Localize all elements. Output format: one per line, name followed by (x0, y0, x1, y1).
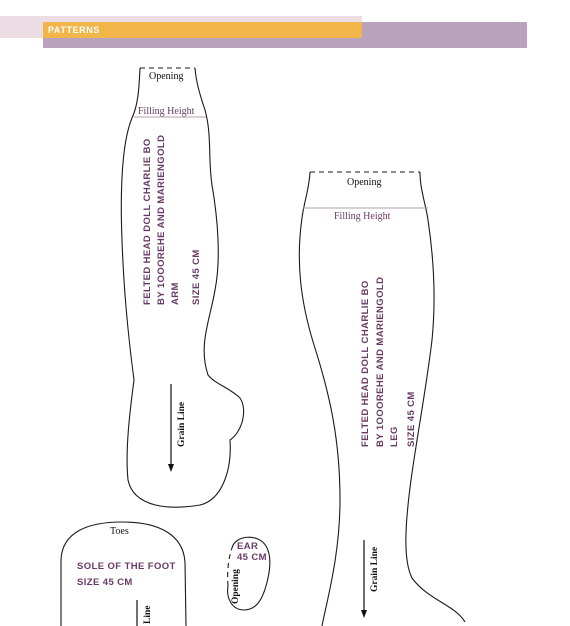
leg-text-line-3: LEG (389, 426, 400, 447)
sole-title: SOLE OF THE FOOT (77, 561, 176, 572)
arm-grain-label: Grain Line (177, 401, 187, 447)
leg-text-line-2: BY 1OOOREHE AND MARIENGOLD (375, 276, 386, 447)
arm-opening-label: Opening (149, 71, 184, 82)
arm-text-line-3: ARM (170, 282, 181, 305)
arm-piece (121, 68, 243, 507)
leg-grain-label: Grain Line (370, 546, 380, 592)
leg-text-line-1: FELTED HEAD DOLL CHARLIE BO (360, 280, 371, 447)
ear-size: 45 CM (237, 552, 267, 563)
ear-title: EAR (237, 541, 259, 552)
section-tab: PATTERNS (43, 22, 362, 38)
arm-text-line-2: BY 1OOOREHE AND MARIENGOLD (156, 134, 167, 305)
sole-toes-label: Toes (110, 526, 129, 537)
arm-grain-arrowhead (168, 464, 174, 472)
leg-filling-label: Filling Height (334, 211, 391, 222)
ear-opening-label: Opening (231, 569, 241, 604)
leg-grain-arrowhead (361, 610, 367, 618)
ear-piece (228, 537, 270, 610)
leg-text-line-4: SIZE 45 CM (406, 391, 417, 447)
sole-piece (61, 522, 186, 626)
arm-text-line-1: FELTED HEAD DOLL CHARLIE BO (142, 138, 153, 305)
arm-text-line-4: SIZE 45 CM (191, 249, 202, 305)
leg-piece (299, 172, 465, 626)
leg-outline (299, 172, 340, 626)
sole-size: SIZE 45 CM (77, 577, 133, 588)
sole-grain-label: Line (143, 605, 153, 624)
arm-filling-label: Filling Height (138, 106, 195, 117)
sole-outline (61, 522, 186, 626)
leg-opening-label: Opening (347, 177, 382, 188)
